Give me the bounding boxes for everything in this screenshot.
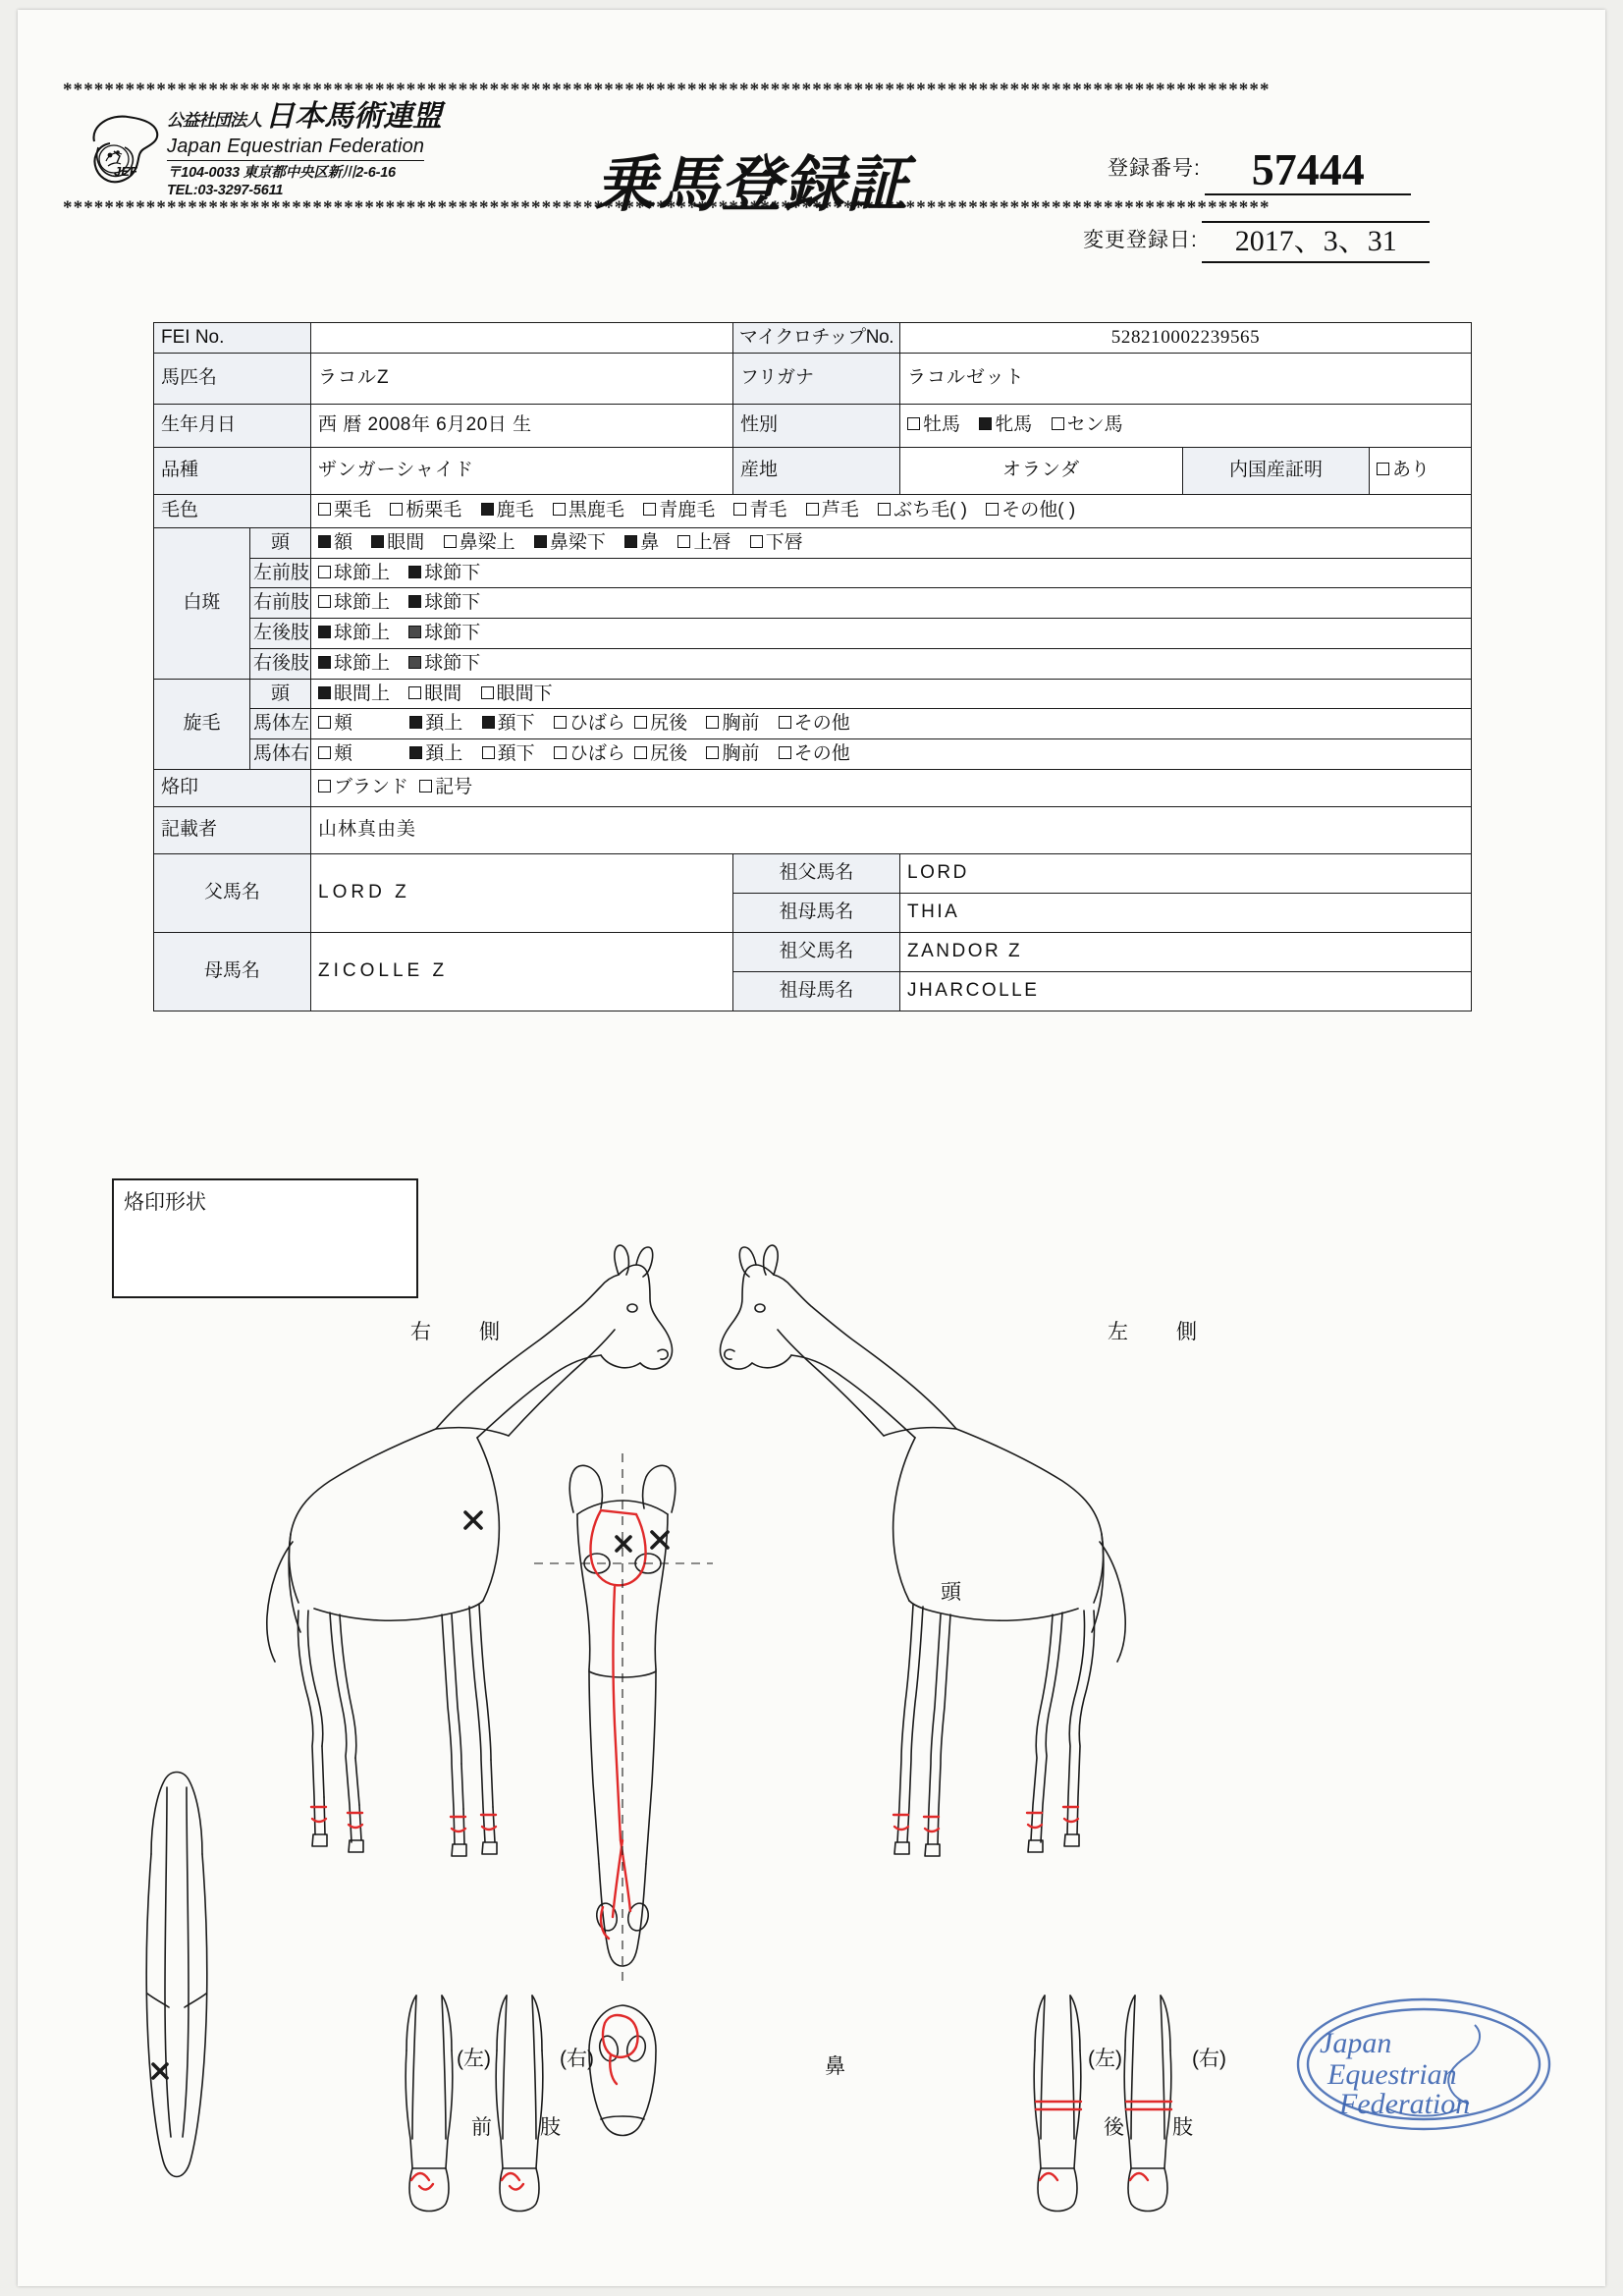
whorl-head-below-eyes[interactable]: 眼間下: [481, 683, 553, 706]
horse-body-right-side: [267, 1245, 673, 1856]
table-row-markings-lh: [154, 619, 1472, 649]
seal-line-1: Japan: [1320, 2027, 1392, 2059]
rear-limb-label: 後 肢: [1104, 2116, 1207, 2139]
front-limbs-view: [406, 1995, 543, 2212]
marking-head-lower-nasal[interactable]: 鼻梁下: [534, 531, 606, 555]
table-row-birth: [154, 404, 1472, 447]
sex-options: [900, 404, 1472, 447]
page-title: 乗馬登録証: [595, 148, 910, 220]
table-row-recorder: [154, 806, 1472, 853]
jef-logo-icon: [84, 108, 163, 189]
whorl-part-body-right: 馬体右: [250, 739, 311, 770]
markings-rh-options: [311, 648, 1472, 679]
microchip-value: 528210002239565: [900, 323, 1472, 354]
furigana-label: フリガナ: [733, 353, 900, 404]
whorl-label: 旋毛: [154, 679, 250, 769]
rear-limbs-view: [1034, 1995, 1171, 2212]
official-seal-stamp: [1292, 1992, 1555, 2137]
muzzle-view: [589, 2005, 656, 2136]
breed-label: 品種: [154, 447, 311, 494]
table-row-markings-head: [154, 527, 1472, 558]
whorl-left-flank[interactable]: ひばら: [554, 712, 625, 736]
coat-option-8[interactable]: その他( ): [986, 499, 1075, 522]
table-row-whorl-left: [154, 709, 1472, 739]
dam-sire-label: 祖父馬名: [733, 932, 900, 971]
table-row-markings-rh: [154, 648, 1472, 679]
table-row-markings-lf: [154, 558, 1472, 588]
sex-label: 性別: [733, 404, 900, 447]
left-side-label: 左 側: [1108, 1321, 1211, 1343]
microchip-label: マイクロチップNo.: [733, 323, 900, 354]
breed-value: ザンガーシャイド: [311, 447, 733, 494]
marking-head-upper-lip[interactable]: 上唇: [677, 531, 730, 555]
whorl-right-flank[interactable]: ひばら: [554, 742, 625, 766]
brand-shape-label: 烙印形状: [124, 1191, 206, 1214]
coat-option-6[interactable]: 芦毛: [806, 499, 859, 522]
front-right-label: (右): [560, 2048, 594, 2070]
org-legal-prefix: 公益社団法人: [167, 111, 261, 130]
whorl-right-options: [311, 739, 1472, 770]
svg-text:JEF: JEF: [114, 164, 137, 179]
sire-sire-label: 祖父馬名: [733, 853, 900, 893]
coat-color-options: [311, 494, 1472, 527]
registration-number-label: 登録番号:: [1108, 157, 1201, 180]
markings-rf-options: [311, 588, 1472, 619]
horse-details-table: [153, 322, 1472, 1011]
furigana-value: ラコルゼット: [900, 353, 1472, 404]
dam-label: 母馬名: [154, 932, 311, 1011]
marking-lf-above-fetlock[interactable]: 球節上: [318, 562, 390, 585]
brand-option-symbol[interactable]: 記号: [419, 776, 472, 799]
registration-number-value: 57444: [1205, 147, 1411, 195]
table-row-breed: [154, 447, 1472, 494]
whorl-left-lower-neck[interactable]: 頚下: [482, 712, 535, 736]
whorl-part-body-left: 馬体左: [250, 709, 311, 739]
whorl-right-upper-neck[interactable]: 頚上: [409, 742, 462, 766]
sire-dam-label: 祖母馬名: [733, 893, 900, 932]
marking-head-upper-nasal[interactable]: 鼻梁上: [444, 531, 515, 555]
whorl-left-hindquarter[interactable]: 尻後: [634, 712, 687, 736]
recorder-label: 記載者: [154, 806, 311, 853]
seal-line-2: Equestrian: [1327, 2058, 1457, 2091]
markings-head-options: [311, 527, 1472, 558]
marking-lf-below-fetlock[interactable]: 球節下: [408, 562, 480, 585]
horse-body-left-side: [720, 1245, 1125, 1856]
brand-label: 烙印: [154, 769, 311, 806]
certificate-page: [18, 10, 1605, 2286]
domestic-certificate-label: 内国産証明: [1183, 447, 1370, 494]
birth-value: 西 暦 2008年 6月20日 生: [311, 404, 733, 447]
markings-label: 白斑: [154, 527, 250, 679]
sire-value: LORD Z: [311, 853, 733, 932]
marking-rf-below-fetlock[interactable]: 球節下: [408, 591, 480, 615]
marking-head-between-eyes[interactable]: 眼間: [371, 531, 424, 555]
table-row-markings-rf: [154, 588, 1472, 619]
sex-option-gelding[interactable]: セン馬: [1052, 413, 1123, 437]
registration-number-field: [1108, 144, 1411, 195]
dam-dam-label: 祖母馬名: [733, 971, 900, 1011]
coat-option-2[interactable]: 鹿毛: [481, 499, 534, 522]
front-limb-label: 前 肢: [471, 2116, 574, 2139]
brand-options: [311, 769, 1472, 806]
whorl-left-other[interactable]: その他: [779, 712, 850, 736]
recorder-value: 山林真由美: [311, 806, 1472, 853]
organization-name-en: Japan Equestrian Federation: [167, 136, 424, 161]
marking-rh-below-fetlock[interactable]: 球節下: [408, 652, 480, 676]
horse-name-label: 馬匹名: [154, 353, 311, 404]
birth-label: 生年月日: [154, 404, 311, 447]
coat-option-5[interactable]: 青毛: [733, 499, 786, 522]
sire-label: 父馬名: [154, 853, 311, 932]
whorl-right-lower-neck[interactable]: 頚下: [482, 742, 535, 766]
table-row-whorl-head: [154, 679, 1472, 709]
rear-left-label: (左): [1088, 2048, 1122, 2070]
fei-value: [311, 323, 733, 354]
dam-value: ZICOLLE Z: [311, 932, 733, 1011]
whorl-head-between-eyes[interactable]: 眼間: [408, 683, 461, 706]
origin-value: オランダ: [900, 447, 1183, 494]
coat-option-1[interactable]: 栃栗毛: [390, 499, 461, 522]
brand-option-brand[interactable]: ブランド: [318, 776, 408, 799]
right-side-label: 右 側: [410, 1321, 514, 1343]
markings-lh-options: [311, 619, 1472, 649]
marking-head-forehead[interactable]: 額: [318, 531, 352, 555]
change-date-label: 変更登録日:: [1083, 229, 1198, 251]
dam-dam-value: JHARCOLLE: [900, 971, 1472, 1011]
table-row-sire-sire: [154, 853, 1472, 893]
marking-rf-above-fetlock[interactable]: 球節上: [318, 591, 390, 615]
sex-option-mare[interactable]: 牝馬: [979, 413, 1032, 437]
change-date-value: 2017、3、31: [1202, 221, 1430, 263]
head-label: 頭: [941, 1581, 961, 1604]
front-left-label: (左): [457, 2048, 491, 2070]
seal-line-3: Federation: [1339, 2088, 1471, 2120]
whorl-head-options: [311, 679, 1472, 709]
sex-option-stallion[interactable]: 牡馬: [907, 413, 960, 437]
table-row-brand: [154, 769, 1472, 806]
whorl-right-chest[interactable]: 胸前: [706, 742, 759, 766]
markings-part-left-front: 左前肢: [250, 558, 311, 588]
dam-sire-value: ZANDOR Z: [900, 932, 1472, 971]
organization-block: [167, 102, 442, 199]
whorl-x-markers: [153, 1512, 668, 2078]
whorl-right-cheek[interactable]: 頬: [318, 742, 391, 766]
table-row-dam-sire: [154, 932, 1472, 971]
table-row-fei: [154, 323, 1472, 354]
table-row-whorl-right: [154, 739, 1472, 770]
coat-color-label: 毛色: [154, 494, 311, 527]
marking-lh-above-fetlock[interactable]: 球節上: [318, 622, 390, 645]
whorl-left-options: [311, 709, 1472, 739]
coat-option-0[interactable]: 栗毛: [318, 499, 371, 522]
whorl-left-upper-neck[interactable]: 頚上: [409, 712, 462, 736]
organization-name-jp: [167, 102, 442, 132]
org-name-jp: 日本馬術連盟: [265, 100, 442, 133]
markings-part-left-hind: 左後肢: [250, 619, 311, 649]
star-rule-top: ********************************************************************************************************************: [63, 81, 1271, 99]
whorl-right-other[interactable]: その他: [779, 742, 850, 766]
address-line: 〒104-0033 東京都中央区新川2-6-16: [167, 165, 396, 181]
domestic-certificate-option[interactable]: あり: [1370, 447, 1472, 494]
star-rule-bottom: ********************************************************************************************************************: [63, 198, 1271, 217]
fei-label: FEI No.: [154, 323, 311, 354]
marking-head-nose[interactable]: 鼻: [624, 531, 659, 555]
organization-address: [167, 164, 442, 199]
whorl-left-cheek[interactable]: 頬: [318, 712, 391, 736]
whorl-part-head: 頭: [250, 679, 311, 709]
change-date-field: [1083, 221, 1430, 263]
whorl-right-hindquarter[interactable]: 尻後: [634, 742, 687, 766]
coat-option-7[interactable]: ぶち毛( ): [878, 499, 967, 522]
coat-option-4[interactable]: 青鹿毛: [643, 499, 715, 522]
markings-part-head: 頭: [250, 527, 311, 558]
whorl-left-chest[interactable]: 胸前: [706, 712, 759, 736]
neck-crest-view: [146, 1773, 207, 2177]
sire-sire-value: LORD: [900, 853, 1472, 893]
markings-part-right-front: 右前肢: [250, 588, 311, 619]
sire-dam-value: THIA: [900, 893, 1472, 932]
markings-part-right-hind: 右後肢: [250, 648, 311, 679]
head-guide-lines: [534, 1453, 713, 1984]
nose-label: 鼻: [825, 2055, 845, 2078]
whorl-head-above-eyes[interactable]: 眼間上: [318, 683, 390, 706]
coat-option-3[interactable]: 黒鹿毛: [553, 499, 624, 522]
markings-lf-options: [311, 558, 1472, 588]
table-row-coat-color: [154, 494, 1472, 527]
marking-head-lower-lip[interactable]: 下唇: [750, 531, 803, 555]
marking-rh-above-fetlock[interactable]: 球節上: [318, 652, 390, 676]
rear-right-label: (右): [1192, 2048, 1226, 2070]
table-row-horse-name: [154, 353, 1472, 404]
horse-name-value: ラコルZ: [311, 353, 733, 404]
origin-label: 産地: [733, 447, 900, 494]
telephone-line: TEL:03-3297-5611: [167, 183, 284, 199]
marking-lh-below-fetlock[interactable]: 球節下: [408, 622, 480, 645]
